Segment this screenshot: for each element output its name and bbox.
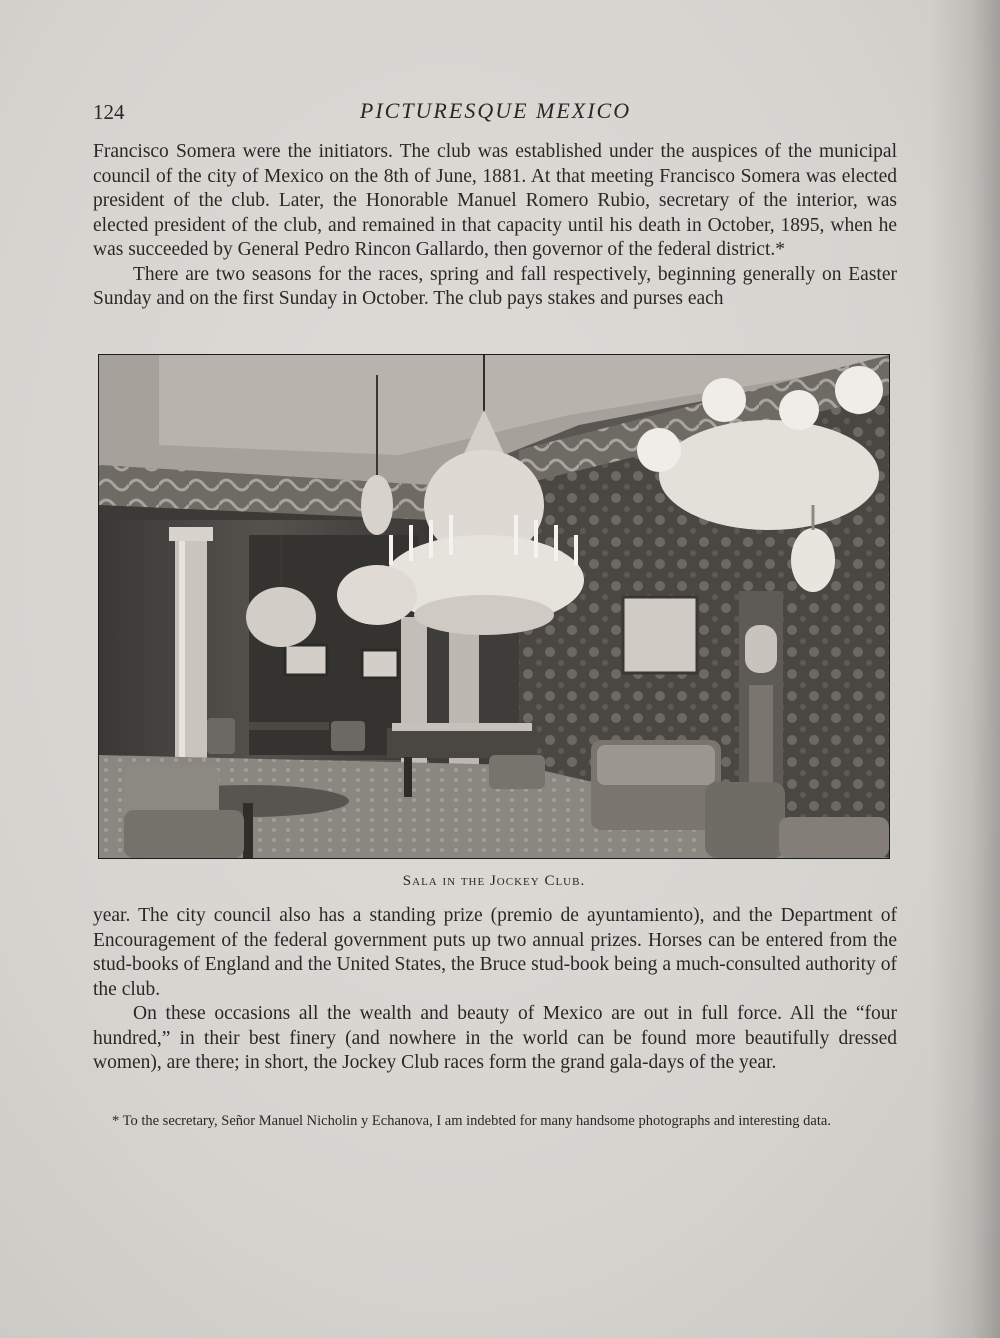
figure-caption: [98, 873, 890, 890]
top-text-block: [93, 140, 897, 312]
running-title: PICTURESQUE MEXICO: [359, 98, 632, 123]
page-gutter-shadow: [930, 0, 1000, 1338]
paragraph: On these occasions all the wealth and beauty of Mexico are out in full force. All the “four hundred,” in their best finery (and nowhere in the world can be found more beautifully dressed women), are there; in short, the Jockey Club races form the grand gala-days of the year.: [93, 1003, 897, 1073]
paragraph: year. The city council also has a standing prize (premio de ayuntamiento), and the Department of Encouragement of the federal government puts up two annual prizes. Horses can be entered from the stud-books of England and the United States, the Bruce stud-book being a much-consulted authority of the club.: [93, 905, 897, 1000]
paragraph: There are two seasons for the races, spring and fall respectively, beginning generally on Easter Sunday and on the first Sunday in October. The club pays stakes and purses each: [93, 263, 897, 309]
photograph-jockey-club-sala: [98, 354, 890, 859]
footnote: [90, 1113, 900, 1130]
caption-text: Sala in the Jockey Club.: [402, 873, 586, 889]
page-number: 124: [93, 100, 125, 124]
page-header: [93, 98, 898, 130]
footnote-text: * To the secretary, Señor Manuel Nicholin y Echanova, I am indebted for many handsome photographs and interesting data.: [112, 1113, 831, 1129]
photograph-illustration: [99, 355, 889, 858]
bottom-text-block: [93, 904, 897, 1076]
paragraph: Francisco Somera were the initiators. The club was established under the auspices of the municipal council of the city of Mexico on the 8th of June, 1881. At that meeting Francisco Somera was elected president of the club. Later, the Honorable Manuel Romero Rubio, secretary of the interior, was elected president of the club, and remained in that capacity until his death in October, 1895, when he was succeeded by General Pedro Rincon Gallardo, then governor of the federal district.*: [93, 141, 897, 260]
